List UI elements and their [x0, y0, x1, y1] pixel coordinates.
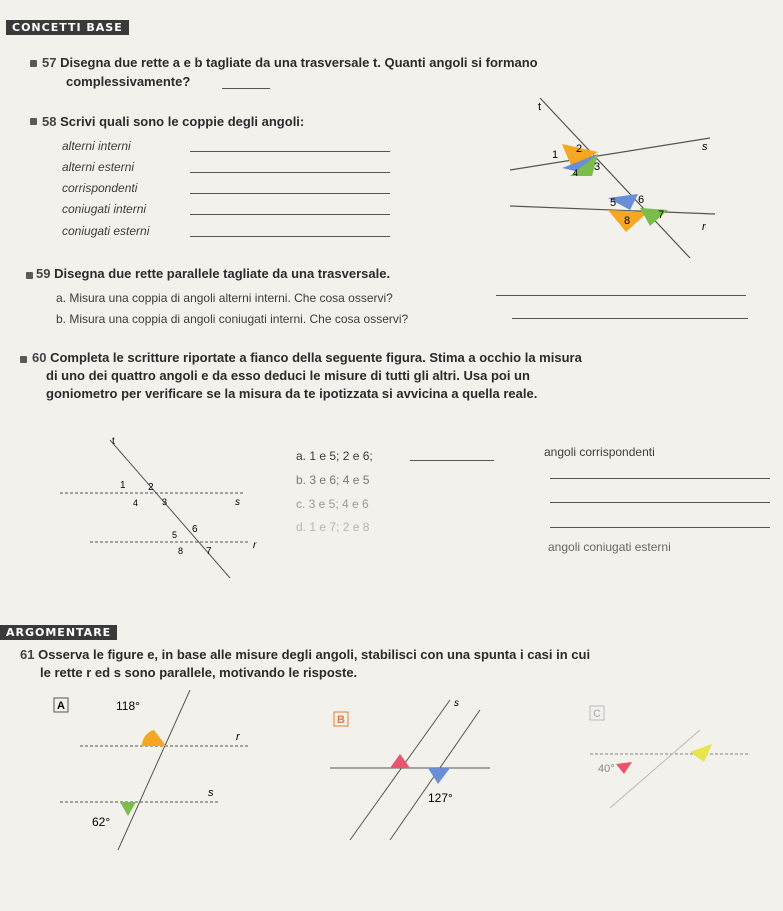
q58-item: alterni esterni [62, 160, 135, 174]
q58-answer-line[interactable] [190, 151, 390, 152]
q58-item: corrispondenti [62, 181, 138, 195]
exercise-level-icon [20, 356, 27, 363]
exercise-level-icon [30, 60, 37, 67]
q61 [20, 647, 780, 663]
section-header: CONCETTI BASE [6, 20, 129, 35]
label-2: 2 [576, 143, 583, 155]
angle-mark-118 [142, 730, 166, 746]
q60-answer-label: angoli corrispondenti [544, 445, 655, 459]
label-r: r [253, 540, 257, 551]
label-r: r [236, 731, 240, 743]
figure-a [50, 690, 290, 850]
q59-text: Disegna due rette parallele tagliate da una trasversale. [54, 266, 391, 281]
q58-item: coniugati interni [62, 202, 147, 216]
figure-b-label: B [337, 714, 345, 726]
q59-b: b. Misura una coppia di angoli coniugati interni. Che cosa osservi? [56, 312, 409, 326]
q59 [36, 266, 390, 282]
label-t: t [112, 436, 115, 447]
label-2: 2 [148, 482, 154, 493]
label-5: 5 [610, 197, 617, 209]
label-8: 8 [178, 546, 184, 556]
q58 [42, 114, 304, 130]
label-8: 8 [624, 215, 631, 227]
label-3: 3 [162, 497, 168, 507]
q60-answer-label: angoli coniugati esterni [548, 540, 671, 554]
label-6: 6 [192, 524, 198, 535]
figure-c [580, 690, 780, 810]
label-s: s [235, 497, 240, 508]
q57-text2: complessivamente? [66, 74, 191, 89]
q59-answer-line[interactable] [512, 318, 748, 319]
label-s: s [702, 141, 708, 153]
q60-number: 60 [32, 350, 47, 365]
q59-a: a. Misura una coppia di angoli alterni interni. Che cosa osservi? [56, 291, 393, 305]
label-6: 6 [638, 194, 645, 206]
figure-c-label: C [593, 708, 601, 720]
angle-40: 40° [598, 763, 615, 775]
q60-answer-line[interactable] [550, 527, 770, 528]
q60-pair: c. 3 e 5; 4 e 6 [296, 497, 369, 511]
diagram-q60 [60, 430, 270, 580]
label-7: 7 [658, 209, 665, 221]
section2-header: ARGOMENTARE [0, 625, 117, 640]
q58-answer-line[interactable] [190, 172, 390, 173]
angle-62: 62° [92, 815, 111, 829]
q59-answer-line[interactable] [496, 295, 746, 296]
q61-line1: Osserva le figure e, in base alle misure degli angoli, stabilisci con una spunta i casi in cui [38, 647, 591, 662]
q58-answer-line[interactable] [190, 214, 390, 215]
q60-line2: di uno dei quattro angoli e da esso deduci le misure di tutti gli altri. Usa poi un [46, 368, 530, 383]
label-1: 1 [120, 480, 126, 491]
q60-answer-line[interactable] [550, 502, 770, 503]
angle-mark-blue [428, 768, 450, 784]
q58-item: alterni interni [62, 139, 131, 153]
angle-118: 118° [116, 699, 140, 713]
q57-text: Disegna due rette a e b tagliate da una trasversale t. Quanti angoli si formano [60, 55, 538, 70]
label-s: s [454, 698, 459, 709]
q57-number: 57 [42, 55, 57, 70]
q60-pair: a. 1 e 5; 2 e 6; [296, 449, 373, 463]
q60 [32, 350, 782, 366]
label-t: t [538, 101, 542, 113]
q60-answer-line[interactable] [410, 460, 494, 461]
figure-b [320, 690, 510, 850]
label-s: s [208, 787, 214, 799]
q61-line2: le rette r ed s sono parallele, motivando le risposte. [40, 665, 358, 680]
label-4: 4 [133, 498, 139, 508]
q60-answer-line[interactable] [550, 478, 770, 479]
diagram-q58 [500, 98, 730, 258]
q60-line1: Completa le scritture riportate a fianco della seguente figura. Stima a occhio la misura [50, 350, 582, 365]
angle-mark-red [616, 762, 632, 774]
angle-mark-62 [120, 802, 136, 816]
label-3: 3 [594, 161, 601, 173]
q58-number: 58 [42, 114, 57, 129]
q57 [42, 55, 772, 71]
angle-127: 127° [428, 791, 453, 805]
angle-mark-yellow [690, 744, 712, 762]
q59-number: 59 [36, 266, 51, 281]
q60-line3: goniometro per verificare se la misura da te ipotizzata si avvicina a quella reale. [46, 386, 538, 401]
q58-item: coniugati esterni [62, 224, 150, 238]
label-r: r [702, 221, 706, 233]
exercise-level-icon [26, 272, 33, 279]
figure-a-label: A [57, 700, 65, 712]
label-5: 5 [172, 530, 178, 540]
q58-answer-line[interactable] [190, 236, 390, 237]
q60-pair: b. 3 e 6; 4 e 5 [296, 473, 370, 487]
label-1: 1 [552, 149, 559, 161]
q60-pair: d. 1 e 7; 2 e 8 [296, 520, 370, 534]
label-7: 7 [206, 546, 212, 557]
q57-answer-line[interactable] [222, 88, 270, 89]
q61-number: 61 [20, 647, 35, 662]
exercise-level-icon [30, 118, 37, 125]
q58-text: Scrivi quali sono le coppie degli angoli: [60, 114, 305, 129]
label-4: 4 [573, 168, 579, 178]
q58-answer-line[interactable] [190, 193, 390, 194]
